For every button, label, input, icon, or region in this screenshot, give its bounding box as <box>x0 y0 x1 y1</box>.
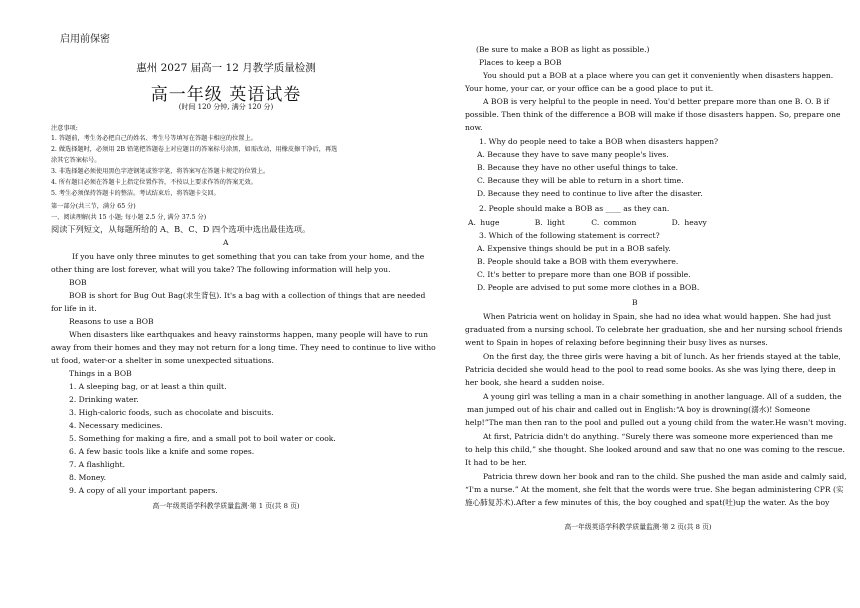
exam-title: 高一年级 英语试卷 <box>150 85 302 105</box>
question-1: 1. Why do people need to take a BOB when disasters happen? <box>479 137 719 146</box>
options-2: A. huge B. light C. common D. heavy <box>468 218 707 227</box>
passage-b-line: to help this child,” she thought. She looked around and saw that no one was coming to the rescue. <box>465 445 845 454</box>
passage-a-line: for life in it. <box>51 304 97 313</box>
passage-b-line: her book, she heard a sudden noise. <box>465 378 605 387</box>
passage-b-line: A young girl was telling a man in a chair something in another language. All of a sudden, the <box>483 392 842 401</box>
confidential-label: 启用前保密 <box>60 34 110 45</box>
passage-a-line: ut food, water-or a shelter in some unexpected situations. <box>51 356 274 365</box>
passage-b-line: It had to be her. <box>465 458 527 467</box>
passage-a-cont-line: You should put a BOB at a place where you can get it conveniently when disasters happen. <box>483 71 834 80</box>
passage-b-line: At first, Patricia didn't do anything. “Surely there was someone more experienced than me <box>483 432 833 441</box>
passage-a-line: 5. Something for making a fire, and a small pot to boil water or cook. <box>69 434 336 443</box>
part1-heading: 第一部分(共三节，满分 65 分) <box>51 203 136 210</box>
option-1c: C. Because they will be able to return in a short time. <box>477 176 684 185</box>
note-2: 2. 做选择题时，必须用 2B 铅笔把答题卷上对应题目的答案标号涂黑，如需改动，用橡皮擦干净后，再选 <box>51 146 338 153</box>
passage-a-label: A <box>223 238 229 247</box>
passage-a-line: 6. A few basic tools like a knife and some ropes. <box>69 447 255 456</box>
instruction: 阅读下列短文，从每题所给的 A、B、C、D 四个选项中选出最佳选项。 <box>51 224 311 234</box>
time-score: (时间 120 分钟, 满分 120 分) <box>178 103 274 111</box>
passage-b-line: Patricia threw down her book and ran to the child. She pushed the man aside and calmly said, <box>483 472 847 481</box>
option-1d: D. Because they need to continue to live after the disaster. <box>477 189 703 198</box>
passage-a-line: 2. Drinking water. <box>69 395 139 404</box>
passage-a-line: BOB <box>69 278 87 287</box>
passage-a-cont-line: A BOB is very helpful to the people in need. You'd better prepare more than one B. O. B if <box>483 97 830 106</box>
passage-b-line: On the first day, the three girls were having a bit of lunch. As her friends stayed at the table, <box>483 352 841 361</box>
passage-a-cont-line: possible. Then think of the difference a BOB will make if those disasters happen. So, prepare one <box>465 110 841 119</box>
passage-a-line: other thing are lost forever, what will you take? The following information will help you. <box>51 265 391 274</box>
option-3a: A. Expensive things should be put in a BOB safely. <box>477 244 671 253</box>
passage-a-line: BOB is short for Bug Out Bag(求生背包). It's a bag with a collection of things that are needed <box>69 291 426 300</box>
note-1: 1. 答题前，考生务必把自己的姓名、考生号等填写在答题卡相应的位置上。 <box>51 135 257 142</box>
passage-a-line: 8. Money. <box>69 473 107 482</box>
page-footer-left: 高一年级英语学科教学质量监测·第 1 页(共 8 页) <box>152 502 300 510</box>
passage-a-line: When disasters like earthquakes and heavy rainstorms happen, many people will have to run <box>69 330 429 339</box>
passage-b-line: man jumped out of his chair and called out in English:“A boy is drowning(溺水)! Someone <box>467 405 811 414</box>
passage-a-line: 3. High-caloric foods, such as chocolate and biscuits. <box>69 408 274 417</box>
passage-b-line: help!”The man then ran to the pool and pulled out a young child from the water.He wasn't moving. <box>465 418 847 427</box>
note-2-cont: 涂其它答案标号。 <box>51 157 101 164</box>
passage-a-line: Reasons to use a BOB <box>69 317 154 326</box>
page-footer-right: 高一年级英语学科教学质量监测·第 2 页(共 8 页) <box>564 523 712 531</box>
option-1b: B. Because they have no other useful things to take. <box>477 163 679 172</box>
passage-b-line: 施心肺复苏术).After a few minutes of this, the boy coughed and spat(吐)up the water. As the boy <box>465 498 830 507</box>
passage-a-line: 7. A flashlight. <box>69 460 126 469</box>
option-1a: A. Because they have to save many people's lives. <box>477 150 669 159</box>
note-3: 3. 非选择题必须使用黑色字迹钢笔或签字笔，将答案写在答题卡规定的位置上。 <box>51 168 270 175</box>
passage-a-line: 4. Necessary medicines. <box>69 421 163 430</box>
passage-a-line: If you have only three minutes to get something that you can take from your home, and the <box>72 252 425 261</box>
passage-b-line: “I'm a nurse.” At the moment, she felt that the words were true. She began administering CPR (实 <box>465 485 844 494</box>
passage-a-cont-line: (Be sure to make a BOB as light as possible.) <box>476 45 650 54</box>
passage-b-line: When Patricia went on holiday in Spain, she had no idea what would happen. She had just <box>483 312 831 321</box>
question-2: 2. People should make a BOB as ____ as they can. <box>479 204 670 213</box>
option-3c: C. It's better to prepare more than one BOB if possible. <box>477 270 691 279</box>
passage-a-line: away from their homes and they may not return for a long time. They need to continue to live witho <box>51 343 436 352</box>
exam-header: 惠州 2027 届高一 12 月教学质量检测 <box>136 62 316 74</box>
passage-b-label: B <box>632 298 638 307</box>
option-3d: D. People are advised to put some more clothes in a BOB. <box>477 283 700 292</box>
passage-a-cont-line: Your home, your car, or your office can be a good place to put it. <box>465 84 714 93</box>
passage-b-line: graduated from a nursing school. To celebrate her graduation, she and her nursing school friends <box>465 325 843 334</box>
notes-title: 注意事项: <box>51 125 78 132</box>
question-3: 3. Which of the following statement is correct? <box>479 231 660 240</box>
passage-a-line: 9. A copy of all your important papers. <box>69 486 218 495</box>
passage-a-cont-line: now. <box>465 123 483 132</box>
passage-a-cont-line: Places to keep a BOB <box>479 58 562 67</box>
passage-b-line: Patricia decided she would head to the pool to read some books. As she was lying there, deep in <box>465 365 836 374</box>
passage-a-line: 1. A sleeping bag, or at least a thin quilt. <box>69 382 227 391</box>
note-5: 5. 考生必须保持答题卡的整洁。考试结束后，将答题卡交回。 <box>51 190 220 197</box>
passage-b-line: went to Spain in hopes of relaxing before beginning their busy lives as nurses. <box>465 338 768 347</box>
section1-heading: 一、阅读理解(共 15 小题; 每小题 2.5 分, 满分 37.5 分) <box>51 214 207 221</box>
note-4: 4. 所有题目必须在答题卡上指定位置作答，不按以上要求作答的答案无效。 <box>51 179 257 186</box>
passage-a-line: Things in a BOB <box>69 369 132 378</box>
option-3b: B. People should take a BOB with them everywhere. <box>477 257 679 266</box>
